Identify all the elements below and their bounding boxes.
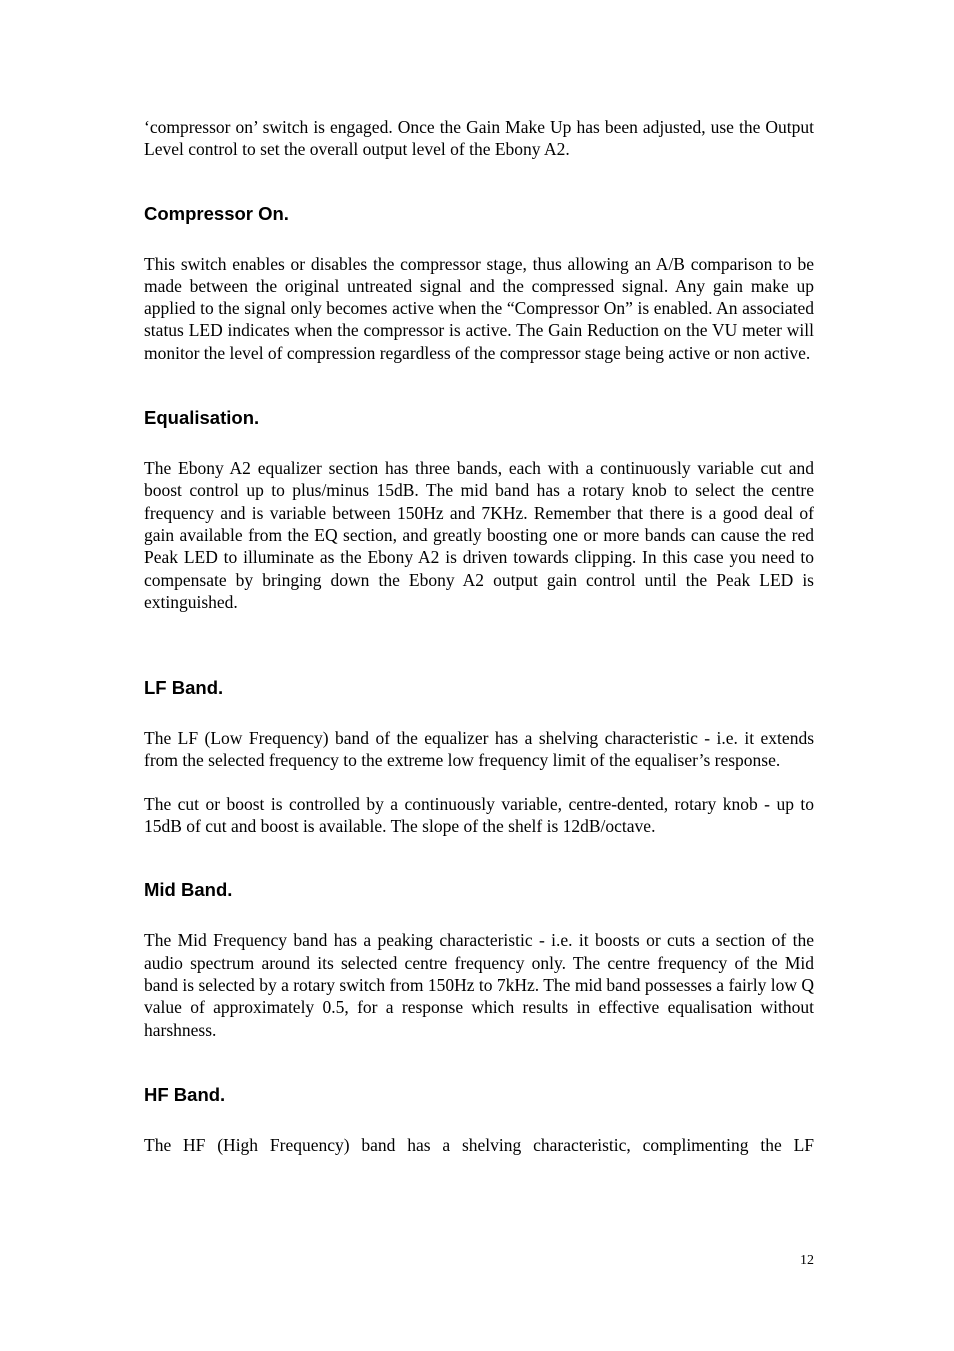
lf-band-paragraph-1: The LF (Low Frequency) band of the equalizer has a shelving characteristic - i.e. it extends from the selected frequency to the extreme low frequency limit of the equaliser’s response. bbox=[144, 728, 814, 771]
page-content bbox=[144, 116, 814, 1156]
compressor-on-paragraph: This switch enables or disables the compressor stage, thus allowing an A/B comparison to be made between the original untreated signal and the compressed signal. Any gain make up applied to the signal only becomes active when the “Compressor On” is enabled. An associated status LED indicates when the compressor is active. The Gain Reduction on the VU meter will monitor the level of compression regardless of the compressor stage being active or non active. bbox=[144, 253, 814, 363]
lf-band-paragraph-2: The cut or boost is controlled by a continuously variable, centre-dented, rotary knob - up to 15dB of cut and boost is available. The slope of the shelf is 12dB/octave. bbox=[144, 793, 814, 837]
heading-lf-band: LF Band. bbox=[144, 677, 224, 699]
intro-paragraph: ‘compressor on’ switch is engaged. Once the Gain Make Up has been adjusted, use the Output Level control to set the overall output level of the Ebony A2. bbox=[144, 117, 814, 160]
equalisation-paragraph: The Ebony A2 equalizer section has three bands, each with a continuously variable cut and boost control up to plus/minus 15dB. The mid band has a rotary knob to select the centre frequency and is variable between 150Hz and 7KHz. Remember that there is a good deal of gain available from the EQ section, and greatly boosting one or more bands can cause the red Peak LED to illuminate as the Ebony A2 is driven towards clipping. In this case you need to compensate by bringing down the Ebony A2 output gain control until the Peak LED is extinguished. bbox=[144, 458, 814, 612]
heading-compressor-on: Compressor On. bbox=[144, 202, 289, 224]
heading-hf-band: HF Band. bbox=[144, 1083, 226, 1105]
heading-equalisation: Equalisation. bbox=[144, 407, 260, 429]
mid-band-paragraph: The Mid Frequency band has a peaking characteristic - i.e. it boosts or cuts a section of the audio spectrum around its selected centre frequency only. The centre frequency of the Mid band is selected by a rotary switch from 150Hz to 7kHz. The mid band possesses a fairly low Q value of approximately 0.5, for a response which results in effective equalisation without harshness. bbox=[144, 930, 814, 1040]
page-number: 12 bbox=[800, 1253, 814, 1268]
heading-mid-band: Mid Band. bbox=[144, 879, 233, 901]
hf-band-paragraph: The HF (High Frequency) band has a shelving characteristic, complimenting the LF bbox=[144, 1134, 814, 1155]
